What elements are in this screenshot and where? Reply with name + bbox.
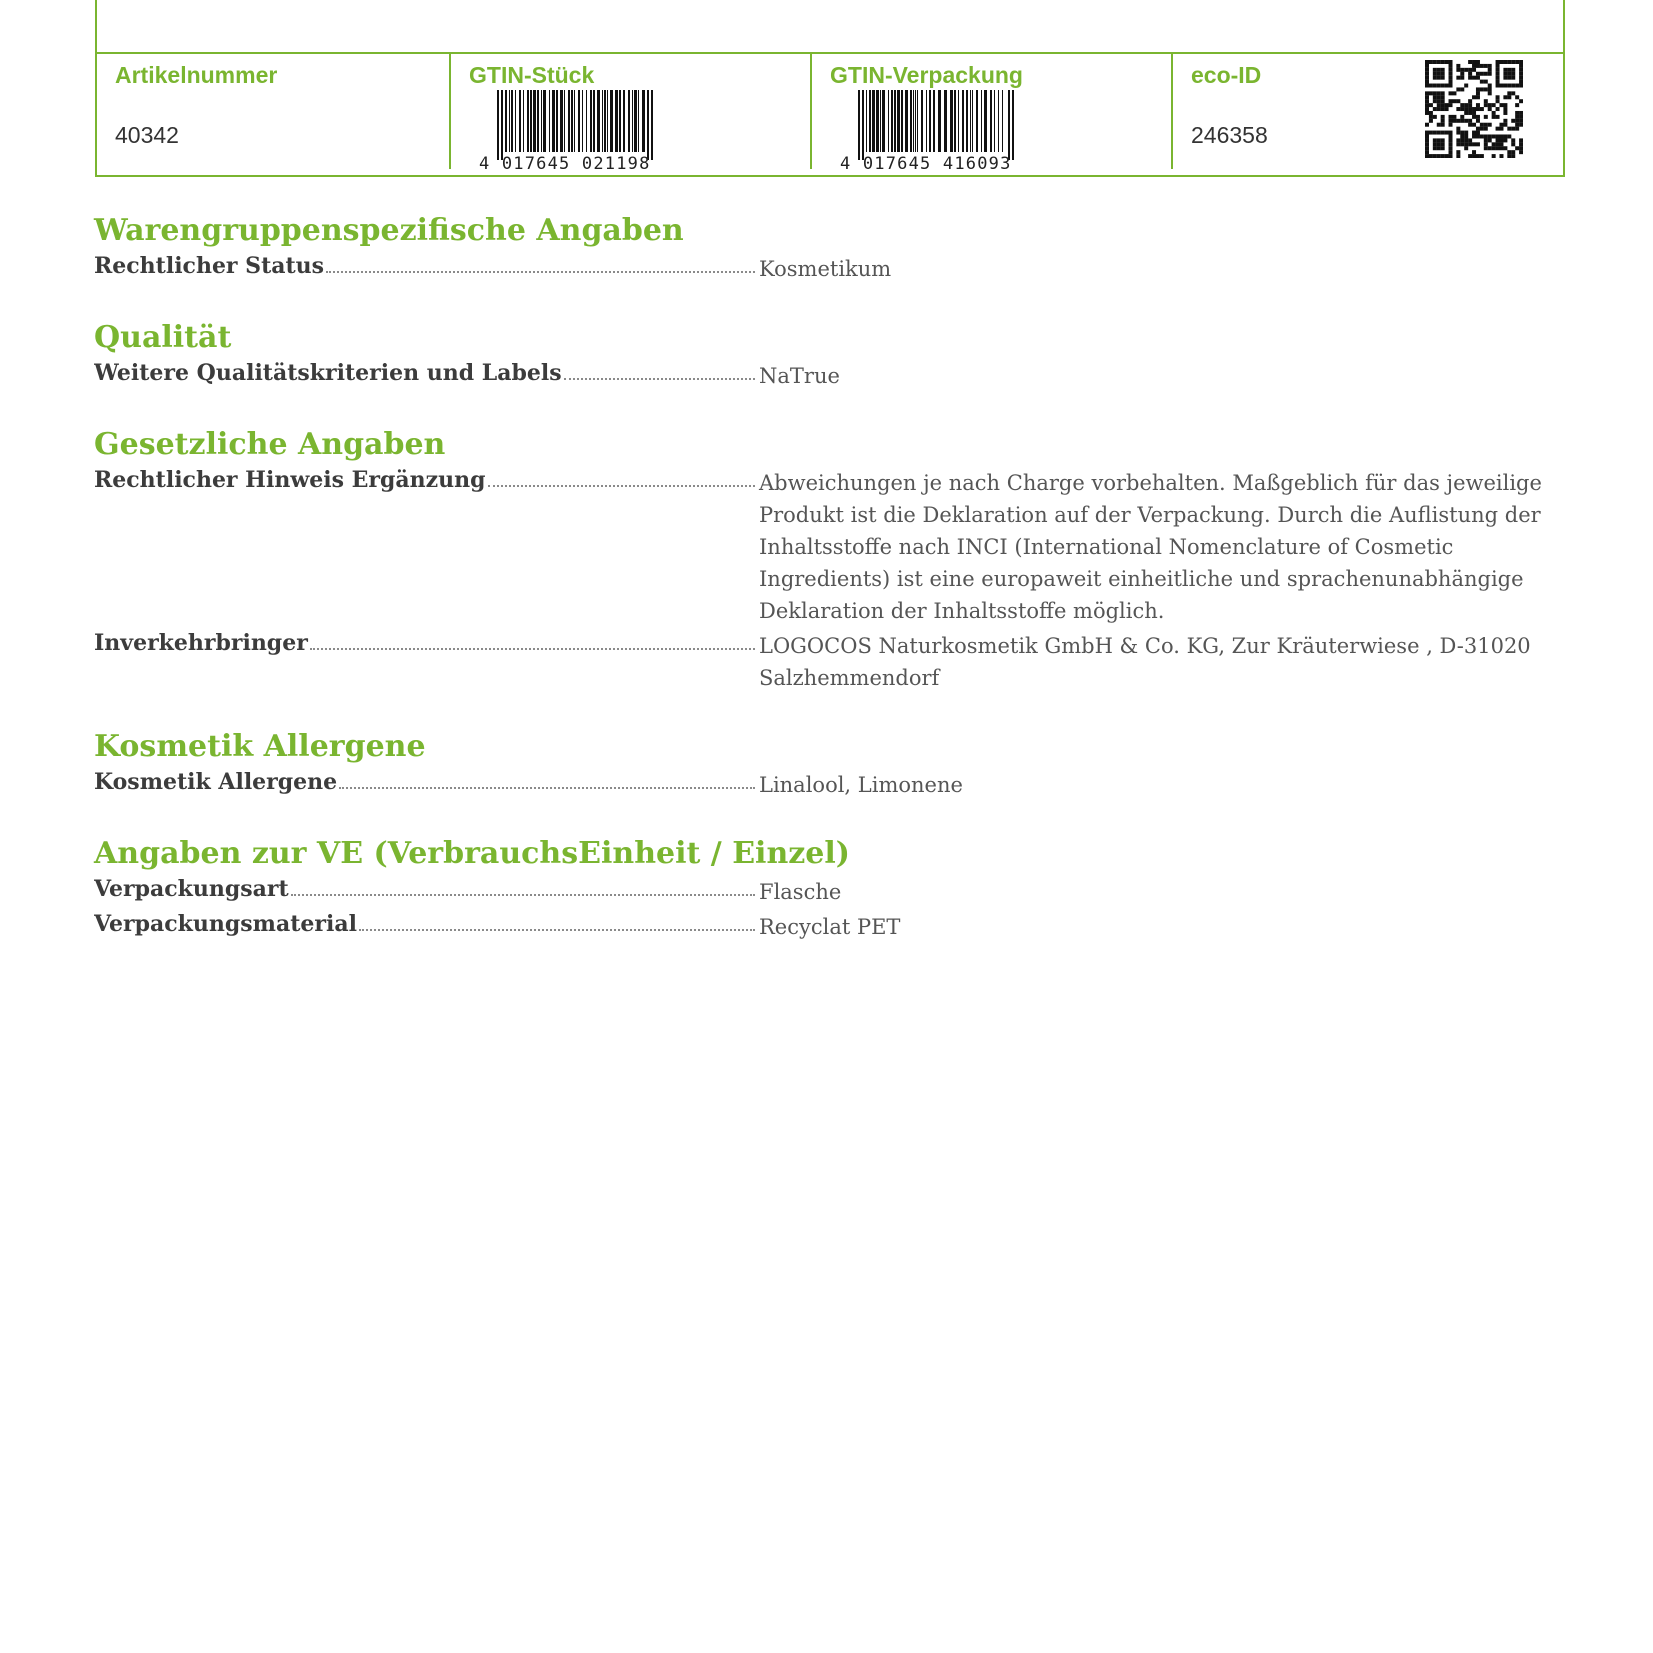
detail-row bbox=[94, 766, 1564, 801]
row-value: Recyclat PET bbox=[759, 915, 901, 939]
section-angaben-ve bbox=[94, 835, 1564, 943]
detail-row bbox=[94, 464, 1564, 627]
product-id-box bbox=[95, 0, 1565, 177]
row-label bbox=[94, 464, 759, 496]
detail-row bbox=[94, 250, 1564, 285]
eco-id-cell bbox=[1173, 54, 1563, 175]
row-label bbox=[94, 627, 759, 659]
section-qualitaet bbox=[94, 319, 1564, 392]
artikelnummer-value: 40342 bbox=[115, 122, 179, 148]
dot-leader bbox=[339, 786, 755, 789]
eco-id-label: eco-ID bbox=[1191, 62, 1262, 88]
artikelnummer-cell bbox=[97, 54, 451, 175]
dot-leader bbox=[359, 928, 755, 931]
dot-leader bbox=[291, 893, 755, 896]
row-label-text: Weitere Qualitätskriterien und Labels bbox=[94, 360, 562, 386]
section-title: Qualität bbox=[94, 320, 232, 355]
row-label bbox=[94, 250, 759, 282]
dot-leader bbox=[326, 270, 755, 273]
row-value: LOGOCOS Naturkosmetik GmbH & Co. KG, Zur Kräuterwiese , D-31020 Salzhemmendorf bbox=[759, 634, 1531, 690]
detail-row bbox=[94, 873, 1564, 908]
gtin-verpackung-barcode bbox=[840, 90, 1020, 180]
row-label-text: Verpackungsart bbox=[94, 876, 289, 902]
row-label bbox=[94, 873, 759, 905]
row-label-text: Verpackungsmaterial bbox=[94, 911, 357, 937]
gtin-stueck-digits: 4 017645 021198 bbox=[479, 154, 651, 174]
product-id-row bbox=[97, 52, 1563, 175]
gtin-stueck-barcode bbox=[479, 90, 659, 180]
eco-id-value: 246358 bbox=[1191, 122, 1268, 148]
row-value: Flasche bbox=[759, 880, 842, 904]
row-label bbox=[94, 766, 759, 798]
row-value: NaTrue bbox=[759, 364, 840, 388]
product-details bbox=[94, 212, 1564, 977]
row-value: Linalool, Limonene bbox=[759, 773, 963, 797]
section-warengruppe bbox=[94, 212, 1564, 285]
gtin-verpackung-digits: 4 017645 416093 bbox=[840, 154, 1012, 174]
row-label bbox=[94, 357, 759, 389]
gtin-verpackung-label: GTIN-Verpackung bbox=[830, 62, 1023, 88]
row-label-text: Rechtlicher Hinweis Ergänzung bbox=[94, 467, 486, 493]
gtin-stueck-cell bbox=[451, 54, 812, 175]
dot-leader bbox=[310, 647, 755, 650]
artikelnummer-label: Artikelnummer bbox=[115, 62, 278, 88]
dot-leader bbox=[564, 377, 755, 380]
row-value: Kosmetikum bbox=[759, 257, 892, 281]
detail-row bbox=[94, 908, 1564, 943]
row-label-text: Rechtlicher Status bbox=[94, 253, 325, 279]
section-title: Kosmetik Allergene bbox=[94, 729, 426, 764]
detail-row bbox=[94, 357, 1564, 392]
row-label bbox=[94, 908, 759, 940]
detail-row bbox=[94, 627, 1564, 694]
row-value: Abweichungen je nach Charge vorbehalten. Maßgeblich für das jeweilige Produkt ist die Deklaration auf der Verpackung. Durch die Auflistung der Inhaltsstoffe nach INCI (International Nomenclature of Cosmetic Ingredients) ist eine europaweit einheitliche und sprachenunabhängige Deklaration der Inhaltsstoffe möglich. bbox=[759, 471, 1542, 623]
row-label-text: Kosmetik Allergene bbox=[94, 769, 338, 795]
barcode-bars bbox=[479, 90, 659, 160]
dot-leader bbox=[488, 484, 755, 487]
barcode-bars bbox=[840, 90, 1020, 160]
row-label-text: Inverkehrbringer bbox=[94, 630, 308, 656]
gtin-verpackung-cell bbox=[812, 54, 1173, 175]
gtin-stueck-label: GTIN-Stück bbox=[469, 62, 595, 88]
section-kosmetik-allergene bbox=[94, 728, 1564, 801]
section-title: Warengruppenspezifische Angaben bbox=[94, 213, 684, 248]
section-title: Angaben zur VE (VerbrauchsEinheit / Einzel) bbox=[94, 836, 850, 871]
section-gesetzliche-angaben bbox=[94, 426, 1564, 694]
section-title: Gesetzliche Angaben bbox=[94, 427, 446, 462]
qr-code-icon bbox=[1425, 60, 1523, 158]
